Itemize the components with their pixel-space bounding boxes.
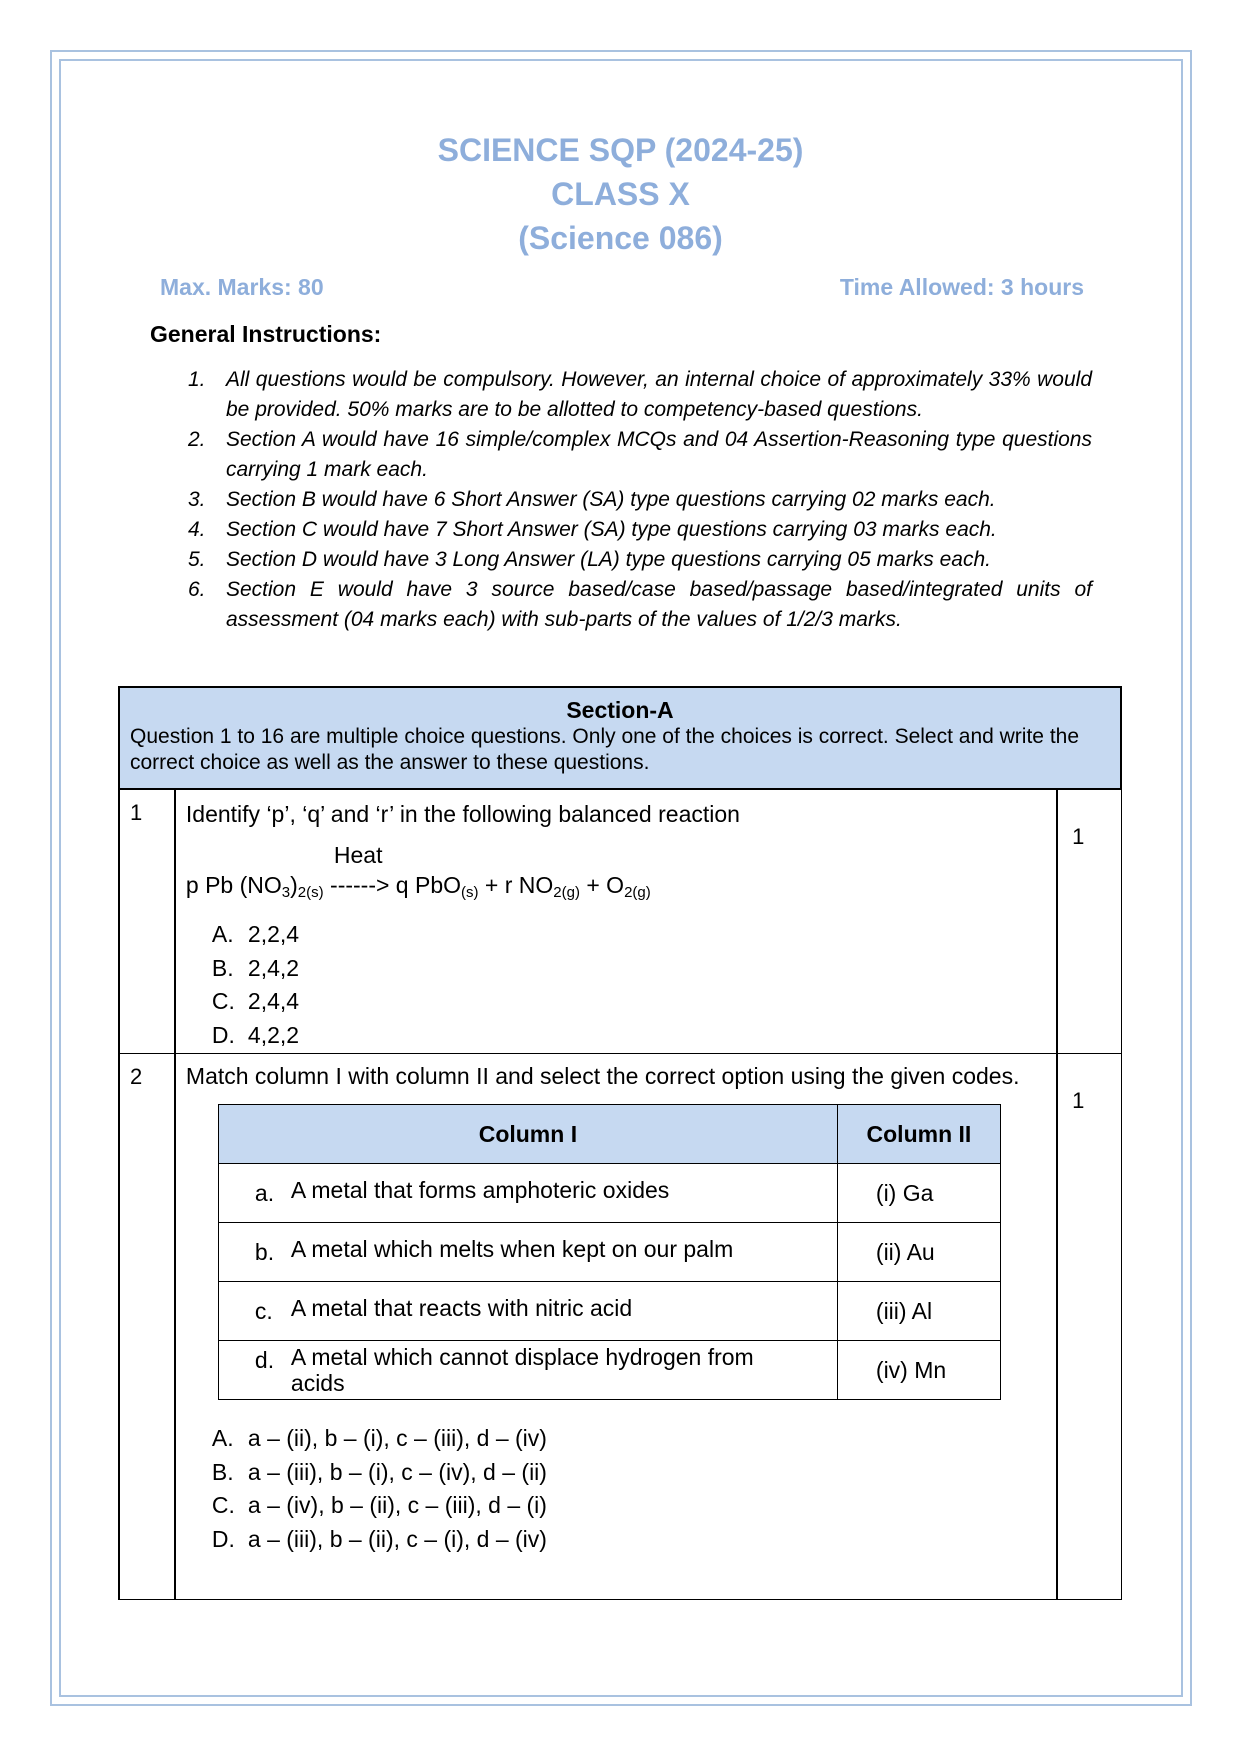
table-row: a. A metal that forms amphoteric oxides (i) Ga [218,1164,1000,1223]
question-body [176,790,1058,1053]
max-marks: Max. Marks: 80 [160,274,324,300]
question-number: 1 [120,790,176,1053]
column-2-header: Column II [837,1105,1000,1164]
option-item: C. 2,4,4 [211,988,300,1014]
question-marks: 1 [1058,790,1122,1053]
table-row: b. A metal which melts when kept on our palm (ii) Au [218,1223,1000,1282]
question-body [176,1054,1058,1599]
section-a-title: Section-A [566,697,674,723]
instruction-item: 2. Section A would have 16 simple/complex MCQs and 04 Assertion-Reasoning type questions carrying 1 mark each. [188,428,1092,481]
general-instructions-heading: General Instructions: [150,321,382,347]
instruction-item: 3. Section B would have 6 Short Answer (SA) type questions carrying 02 marks each. [188,488,996,511]
option-item: B. a – (iii), b – (i), c – (iv), d – (ii) [211,1458,547,1485]
time-allowed: Time Allowed: 3 hours [839,274,1084,300]
match-header-row [218,1105,1000,1164]
instruction-item: 1. All questions would be compulsory. However, an internal choice of approximately 33% would be provided. 50% marks are to be allotted to competency-based questions. [188,368,1092,421]
question-table [118,686,1122,1600]
match-table [218,1104,1001,1400]
column-1-header: Column I [218,1105,837,1164]
class-title: CLASS X [551,176,690,212]
option-item: B. 2,4,2 [211,954,300,981]
question-marks: 1 [1058,1054,1122,1599]
option-item: D. 4,2,2 [211,1021,300,1048]
instruction-item: 5. Section D would have 3 Long Answer (LA) type questions carrying 05 marks each. [188,548,991,571]
table-row: c. A metal that reacts with nitric acid (iii) Al [218,1282,1000,1341]
instructions-list [188,365,1092,635]
chemical-equation: p Pb $(NO_3)_{2(s)}$ ------> q PbO$_{(s)}$ + r $NO_{2(g)} + O_{2(g)}$ [185,872,651,901]
question-row-1 [118,790,1122,1054]
heat-label: Heat [333,842,383,868]
option-item: A. 2,2,4 [211,921,300,947]
question-text: Identify ‘p’, ‘q’ and ‘r’ in the following balanced reaction [185,801,740,827]
table-row: d. A metal which cannot displace hydrogen from acids (iv) Mn [218,1341,1000,1400]
question-number: 2 [120,1054,176,1599]
question-row-2 [118,1054,1122,1600]
instruction-item: 6. Section E would have 3 source based/case based/passage based/integrated units of assessment (04 marks each) with sub-parts of the values of 1/2/3 marks. [188,578,1092,631]
option-item: C. a – (iv), b – (ii), c – (iii), d – (i) [211,1492,547,1518]
options-list [212,1422,1046,1556]
section-a-description: Question 1 to 16 are multiple choice questions. Only one of the choices is correct. Select and write the correct choice as well as the answer to these questions. [130,725,1080,774]
paper-title: SCIENCE SQP (2024-25) [437,132,804,168]
option-item: D. a – (iii), b – (ii), c – (i), d – (iv) [211,1525,547,1552]
question-text: Match column I with column II and select the correct option using the given codes. [185,1063,1020,1089]
options-list [212,918,1046,1052]
option-item: A. a – (ii), b – (i), c – (iii), d – (iv) [211,1425,547,1451]
section-a-header [118,686,1122,790]
instruction-item: 4. Section C would have 7 Short Answer (SA) type questions carrying 03 marks each. [188,518,997,541]
subject-code: (Science 086) [518,220,723,256]
